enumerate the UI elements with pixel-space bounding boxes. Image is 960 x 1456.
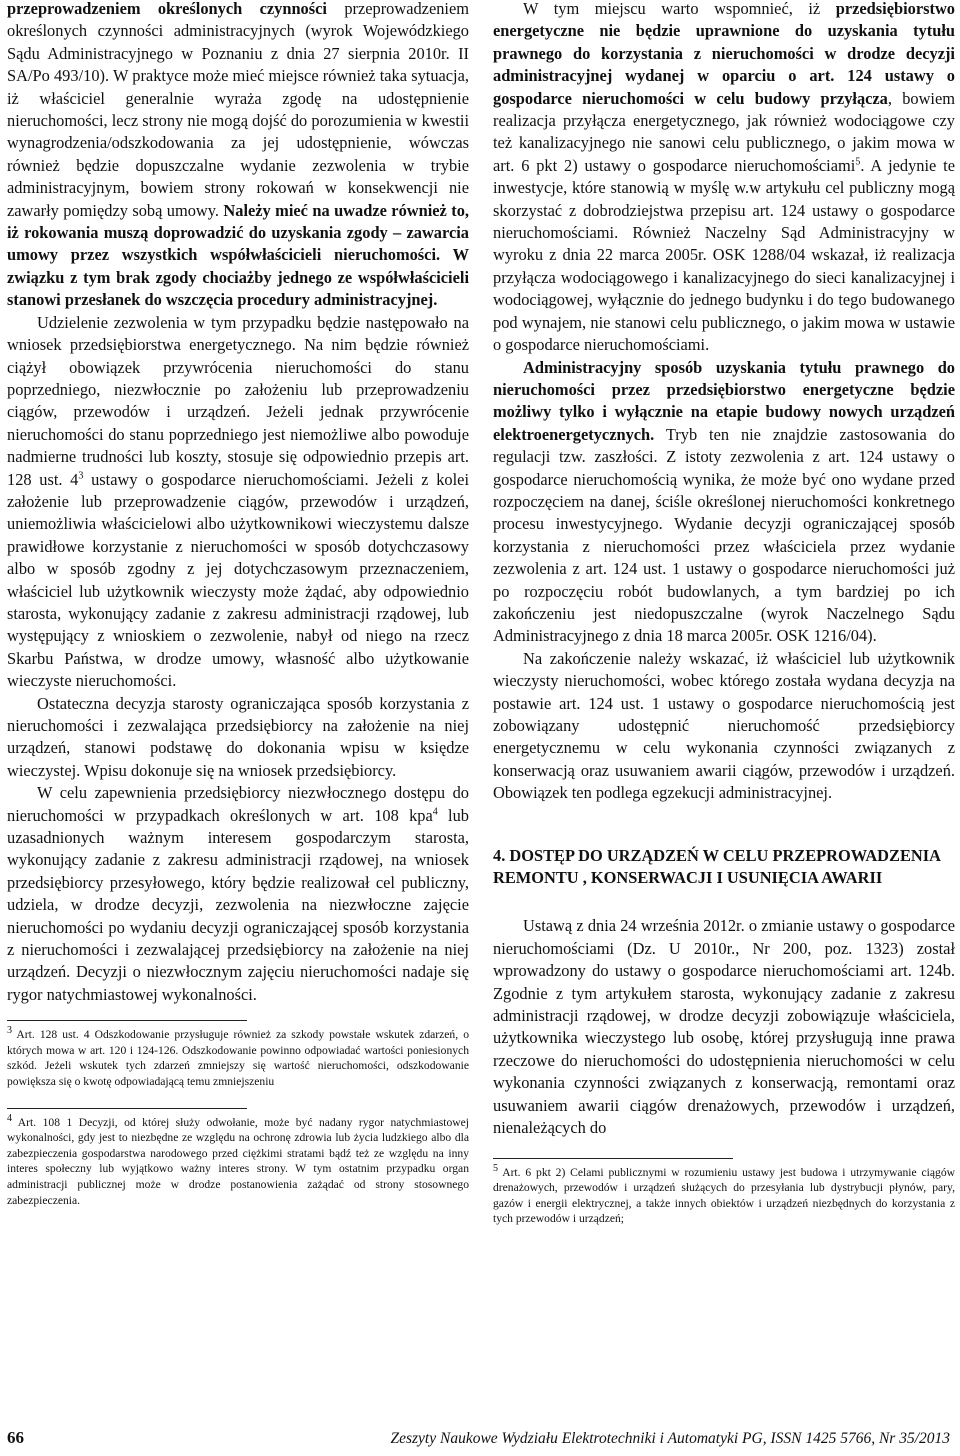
left-paragraph-4 bbox=[7, 782, 469, 1006]
right-p1-end: . A jedynie te inwestycje, które stanowią w myślę w.w artykułu cel publiczny mogą skorzystać z dobrodziejstwa przepisu art. 124 ustawy o gospodarce nieruchomościami. Również Naczelny Sąd Administracyjny w wyroku z dnia 22 marca 2005r. OSK 1288/04 wskazał, iż realizacja przyłącza wodociągowego i kanalizacyjnego do sieci kanalizacyjnej i wodociągowej, wyłącznie do jednego budynku i do tego budowanego pod wynajem, nie stanowi celu publicznego, o jakim mowa w ustawie o gospodarce nieruchomościami. bbox=[493, 155, 955, 355]
left-paragraph-2 bbox=[7, 312, 469, 693]
left-p2-text: Udzielenie zezwolenia w tym przypadku będzie następowało na wniosek przedsiębiorstwa energetycznego. Na nim będzie również ciążył obowiązek przywrócenia nieruchomości do stanu poprzedniego, niezwłocznie po założeniu lub przeprowadzeniu ciągów, przewodów i urządzeń. Jeżeli jednak przywrócenie nieruchomości do stanu poprzedniego jest niemożliwe albo powoduje nadmierne trudności lub koszty, stosuje się odpowiednio przepis art. 128 ust. 4 bbox=[7, 312, 469, 489]
footnote-ref-3[interactable]: 3 bbox=[78, 470, 84, 482]
footnote-5-text: Art. 6 pkt 2) Celami publicznymi w rozumieniu ustawy jest budowa i utrzymywanie ciągów drenażowych, przewodów i urządzeń służących do przesyłania lub dystrybucji płynów, pary, gazów i energii elektrycznej, a także innych obiektów i urządzeń niezbędnych do korzystania z tych przewodów i urządzeń; bbox=[493, 1165, 955, 1226]
left-p1-lead: przeprowadzeniem określonych czynności bbox=[7, 0, 327, 18]
page-footer bbox=[0, 1428, 960, 1456]
right-p1-pre: W tym miejscu warto wspomnieć, iż bbox=[523, 0, 836, 18]
right-paragraph-2 bbox=[493, 357, 955, 648]
right-p1-rest: , bowiem realizacja przyłącza energetycznego, jak również wodociągowe czy też kanalizacyjnego nie sanowi celu publicznego, o jakim mowa w art. 6 pkt 2) ustawy o gospodarce nieruchomościami bbox=[493, 88, 955, 175]
left-paragraph-3: Ostateczna decyzja starosty ograniczająca sposób korzystania z nieruchomości i zezwalająca przedsiębiorcy na założenie na niej urządzeń, stanowi podstawę do dokonania wpisu w księdze wieczystej. Wpisu dokonuje się na wniosek przedsiębiorcy. bbox=[7, 693, 469, 780]
footnote-3 bbox=[7, 1027, 469, 1089]
footnote-ref-5[interactable]: 5 bbox=[855, 156, 861, 168]
left-p1-bold: Należy mieć na uwadze również to, iż rokowania muszą doprowadzić do uzyskania zgody – zawarcia umowy przez wszystkich współwłaścicieli nieruchomości. W związku z tym brak zgody chociażby jednego ze współwłaścicieli stanowi przesłanek do wszczęcia procedury administracyjnej. bbox=[7, 200, 469, 310]
left-p2-rest: ustawy o gospodarce nieruchomościami. Jeżeli z kolei założenie lub przeprowadzenie ciągów, przewodów i urządzeń, uniemożliwia właścicielowi albo użytkownikowi wieczystemu dalsze prawidłowe korzystanie z nieruchomości w sposób dotychczasowy albo w sposób zgodny z jej dotychczasowym przeznaczeniem, właściciel lub użytkownik wieczysty może żądać, aby odpowiednio starosta, wykonujący zadanie z zakresu administracji rządowej, lub występujący z wnioskiem o zezwolenie, nabył od niego na rzecz Skarbu Państwa, w drodze umowy, własność albo użytkowanie wieczyste nieruchomości. bbox=[7, 469, 470, 691]
right-p1-bold: przedsiębiorstwo energetyczne nie będzie uprawnione do uzyskania tytułu prawnego do korzystania z nieruchomości w drodze decyzji administracyjnej wydanej w oparciu o art. 124 ustawy o gospodarce nieruchomości w celu budowy przyłącza bbox=[493, 0, 955, 108]
footnote-5-number: 5 bbox=[493, 1162, 498, 1174]
left-p4-rest: lub uzasadnionych ważnym interesem gospodarczym starosta, wykonujący zadanie z zakresu administracji rządowej, na wniosek przedsiębiorcy przesyłowego, który będzie realizował cel publiczny, udziela, w drodze decyzji, zezwolenia na niezwłoczne zajęcie nieruchomości po wydaniu decyzji ograniczającej sposób korzystania z nieruchomości i zezwalającej przedsiębiorcy na założenie na niej urządzeń. Decyzji o niezwłocznym zajęciu nieruchomości nadaje się rygor natychmiastowej wykonalności. bbox=[7, 805, 469, 1004]
footnote-3-text: Art. 128 ust. 4 Odszkodowanie przysługuje również za szkody powstałe wskutek zdarzeń, o których mowa w art. 120 i 124-126. Odszkodowanie powinno odpowiadać wartości poniesionych szkód. Jeżeli wskutek tych zdarzeń zmniejszy się wartość nieruchomości, odszkodowanie powiększa się o kwotę odpowiadającą temu zmniejszeniu bbox=[7, 1028, 469, 1089]
left-column bbox=[7, 0, 469, 1208]
left-paragraph-1 bbox=[7, 0, 469, 312]
footnote-4-text: Art. 108 1 Decyzji, od której służy odwołanie, może być nadany rygor natychmiastowej wykonalności, gdy jest to niezbędne ze względu na ochronę zdrowia lub życia ludzkiego albo dla zabezpieczenia gospodarstwa narodowego przed ciężkimi stratami bądź też ze względu na inny interes społeczny lub wyjątkowo ważny interes strony. W tym ostatnim przypadku organ administracji publicznej może w drodze postanowienia zażądać od strony stosownego zabezpieczenia. bbox=[7, 1115, 469, 1207]
right-paragraph-4: Ustawą z dnia 24 września 2012r. o zmianie ustawy o gospodarce nieruchomościami (Dz. U 2010r., Nr 200, poz. 1323) został wprowadzony do ustawy o gospodarce nieruchomościami art. 124b. Zgodnie z tym artykułem starosta, wykonujący zadanie z zakresu administracji rządowej, w drodze decyzji zobowiązuje właściciela, użytkownika wieczystego lub osobę, której przysługują inne prawa rzeczowe do nieruchomości do udostępnienia nieruchomości w celu wykonania czynności związanych z konserwacją, remontami oraz usuwaniem awarii ciągów drenażowych, przewodów i urządzeń, nienależących do bbox=[493, 916, 955, 1138]
footnote-3-number: 3 bbox=[7, 1025, 12, 1037]
footnote-ref-4[interactable]: 4 bbox=[432, 806, 438, 818]
right-column bbox=[493, 0, 955, 1227]
left-p1-text: przeprowadzeniem określonych czynności administracyjnych (wyrok Wojewódzkiego Sądu Administracyjnego w Poznaniu z dnia 27 sierpnia 2010r. II SA/Po 493/10). W praktyce może mieć miejsce również taka sytuacja, iż właściciel generalnie wyraża zgodę na udostępnienie nieruchomości, lecz strony nie mogą dojść do porozumienia w kwestii wynagrodzenia/odszkodowania za jej udostępnienie, wówczas również będzie dopuszczalne wydanie zezwolenia w trybie administracyjnym, bowiem strony rokowań w konsekwencji nie zawarły pomiędzy sobą umowy. bbox=[7, 0, 469, 220]
footnote-5 bbox=[493, 1162, 955, 1227]
right-p2-bold: Administracyjny sposób uzyskania tytułu prawnego do nieruchomości przez przedsiębiorstwo energetyczne będzie możliwy tylko i wyłącznie na etapie budowy nowych urządzeń elektroenergetycznych. bbox=[493, 357, 955, 444]
page-number: 66 bbox=[7, 1428, 24, 1447]
footnote-4 bbox=[7, 1112, 469, 1209]
journal-citation: Zeszyty Naukowe Wydziału Elektrotechniki i Automatyki PG, ISSN 1425 5766, Nr 35/2013 bbox=[390, 1430, 950, 1447]
right-paragraph-1 bbox=[493, 0, 955, 357]
footnote-4-number: 4 bbox=[7, 1112, 12, 1124]
right-paragraph-3: Na zakończenie należy wskazać, iż właściciel lub użytkownik wieczysty nieruchomości, wobec którego została wydana decyzja na postawie art. 124 ust. 1 ustawy o gospodarce nieruchomością jest zobowiązany udostępnić nieruchomość przedsiębiorcy energetycznemu w celu wykonania czynności związanych z konserwacją oraz usuwaniem awarii ciągów, przewodów i urządzeń. Obowiązek ten podlega egzekucji administracyjnej. bbox=[493, 648, 955, 803]
right-p2-rest: Tryb ten nie znajdzie zastosowania do regulacji tzw. zaszłości. Z istoty zezwolenia z art. 124 ustawy o gospodarce nieruchomością wynika, że może być ono wydane przed rozpoczęciem na danej, ściśle określonej nieruchomości konkretnego procesu inwestycyjnego. Wydanie decyzji ograniczającej sposób korzystania z nieruchomości przez właściciela przez wydanie zezwolenia z art. 124 ust. 1 ustawy o gospodarce nieruchomości już po rozpoczęciu robót budowlanych, a tym bardziej po ich zakończeniu jest niedopuszczalne (wyrok Naczelnego Sądu Administracyjnego z dnia 18 marca 2005r. OSK 1216/04). bbox=[493, 424, 955, 646]
left-p4-text: W celu zapewnienia przedsiębiorcy niezwłocznego dostępu do nieruchomości w przypadkach określonych w art. 108 kpa bbox=[7, 783, 469, 825]
section-heading: 4. DOSTĘP DO URZĄDZEŃ W CELU PRZEPROWADZENIA REMONTU , KONSERWACJI I USUNIĘCIA AWARII bbox=[493, 845, 941, 888]
